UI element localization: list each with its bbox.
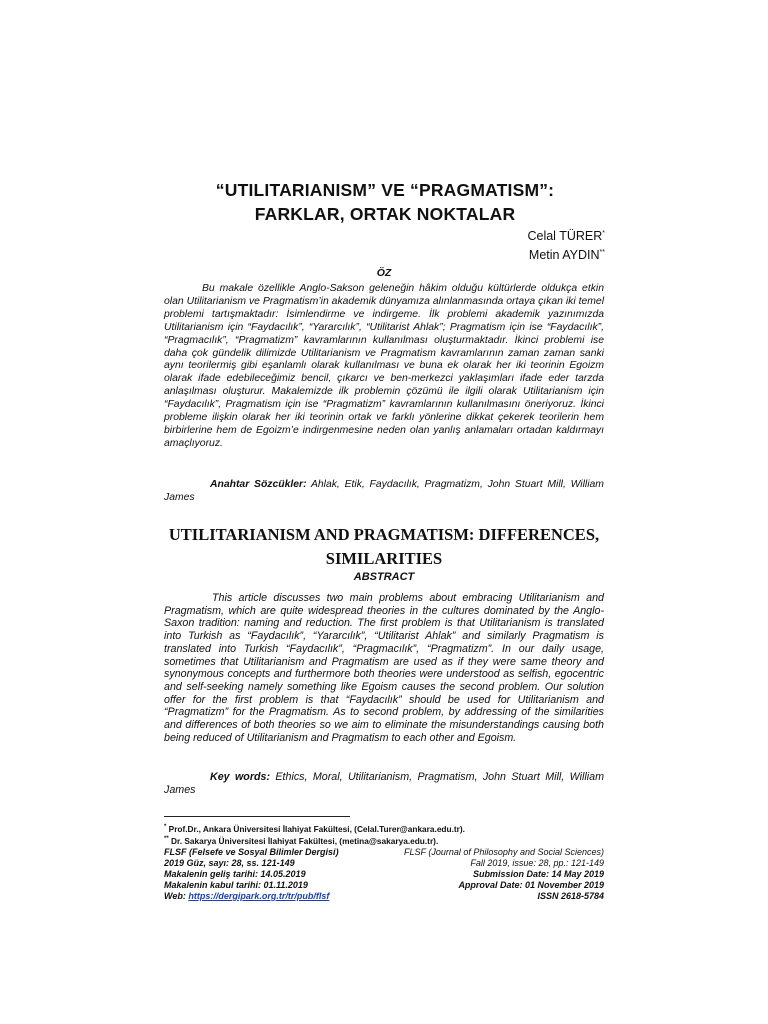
issue-en: Fall 2019, issue: 28, pp.: 121-149	[470, 858, 604, 868]
footnote-2-text: Dr. Sakarya Üniversitesi İlahiyat Fakültesi, (metina@sakarya.edu.tr).	[170, 836, 439, 846]
abstract-text: This article discusses two main problems about embracing Utilitarianism and Pragmatism, which are quite widespread theories in the cultures dominated by the Anglo-Saxon tradition: naming and reduction. The first problem is that Utilitarianism is translated into Turkish as “Faydacılık”, “Yararcılık”, “Utilitarist Ahlak” and similarly Pragmatism is translated into Turkish “Faydacılık”, “Pragmacılık”, “Pragmatizm”. In our daily usage, sometimes that Utilitarianism and Pragmatism are used as if they were same theory and synonymous concepts and furthermore both theories were understood as selfish, egocentric and self-seeking namely something like Egoism causes the second problem. Our solution offer for the first problem is that “Faydacılık” should be used for Utilitarianism and “Pragmatizm” for the Pragmatism. As to second problem, by addressing of the similarities and differences of both theories so we aim to eliminate the misunderstandings causing both being reduced of Utilitarianism and Pragmatism to each other and Egoism.	[164, 592, 604, 744]
english-title-line2: SIMILARITIES	[325, 549, 443, 568]
english-title-line1: UTILITARIANISM AND PRAGMATISM: DIFFERENCES,	[168, 525, 600, 544]
web-label: Web:	[164, 891, 186, 901]
journal-title-en: FLSF (Journal of Philosophy and Social Sciences)	[404, 847, 604, 857]
turkish-title-line1: “UTILITARIANISM” VE “PRAGMATISM”:	[215, 180, 555, 200]
journal-title-tr: FLSF (Felsefe ve Sosyal Bilimler Dergisi)	[164, 847, 339, 857]
footnote-divider	[164, 816, 350, 817]
oz-keywords-label: Anahtar Sözcükler:	[210, 479, 307, 490]
received-tr: Makalenin geliş tarihi: 14.05.2019	[164, 869, 306, 879]
accepted-tr: Makalenin kabul tarihi: 01.11.2019	[164, 880, 308, 890]
abstract-heading: ABSTRACT	[353, 571, 415, 583]
author-1	[527, 229, 605, 243]
footnote-1-text: Prof.Dr., Ankara Üniversitesi İlahiyat Fakültesi, (Celal.Turer@ankara.edu.tr).	[168, 824, 465, 834]
issue-tr: 2019 Güz, sayı: 28, ss. 121-149	[164, 858, 295, 868]
author-2-mark: **	[599, 248, 605, 256]
abstract-keywords-list: Ethics, Moral, Utilitarianism, Pragmatism, John Stuart Mill, William James	[164, 771, 604, 796]
web-line	[164, 891, 329, 902]
footnote-2	[164, 836, 438, 846]
oz-text: Bu makale özellikle Anglo-Sakson geleneğin hâkim olduğu kültürlerde oldukça etkin olan Utilitarianism ve Pragmatism’in akademik dünyamıza alınlanmasında ortaya çıkan iki temel problemi tartışmaktadır: İsimlendirme ve indirgeme. İlk problemi akademik yazınımızda Utilitarianism için “Faydacılık”, “Yararcılık”, “Utilitarist Ahlak”; Pragmatism için ise “Faydacılık”, “Pragmacılık”, “Pragmatizm” kavramlarının kullanılması oluşturmaktadır. İkinci problemi ise daha çok gündelik dilimizde Utilitarianism ve Pragmatism kavramlarının zaman zaman sanki aynı teorilermiş gibi eşanlamlı olarak kullanılması ve buna ek olarak her iki teorinin Egoizm olarak ifade edebileceğimiz bencil, çıkarcı ve ben-merkezci yaklaşımları ifade eder tarzda anlaşılması oluşturur. Makalemizde ilk problemin çözümü ile ilgili olarak Utilitarianism için “Faydacılık”, Pragmatism için ise “Pragmatizm” kavramlarının kullanılmasını öneriyoruz. İkinci probleme ilişkin olarak her iki teorinin ortak ve farklı yönlerine dikkat çekerek teorilerin hem birbirlerine hem de Egoizm’e indirgenmesine neden olan yanlış anlamaları ortadan kaldırmayı amaçlıyoruz.	[164, 283, 604, 449]
footnote-1-mark: *	[164, 824, 167, 831]
received-en: Submission Date: 14 May 2019	[472, 869, 604, 879]
english-title	[164, 523, 604, 571]
oz-heading: ÖZ	[376, 267, 392, 279]
turkish-title-line2: FARKLAR, ORTAK NOKTALAR	[254, 204, 516, 224]
author-2	[529, 248, 605, 262]
oz-keywords-list: Ahlak, Etik, Faydacılık, Pragmatizm, John Stuart Mill, William James	[164, 479, 604, 503]
author-2-name: Metin AYDIN	[528, 248, 600, 262]
author-1-name: Celal TÜRER	[527, 229, 603, 243]
footnote-1	[164, 824, 465, 834]
abstract-keywords-label: Key words:	[210, 771, 271, 783]
oz-keywords	[164, 478, 604, 504]
footnote-2-mark: **	[164, 836, 169, 843]
author-1-mark: *	[602, 229, 605, 237]
journal-url-link[interactable]: https://dergipark.org.tr/tr/pub/flsf	[188, 891, 330, 901]
turkish-title	[165, 178, 605, 226]
accepted-en: Approval Date: 01 November 2019	[458, 880, 604, 890]
abstract-keywords	[164, 771, 604, 797]
issn: ISSN 2618-5784	[537, 891, 604, 901]
